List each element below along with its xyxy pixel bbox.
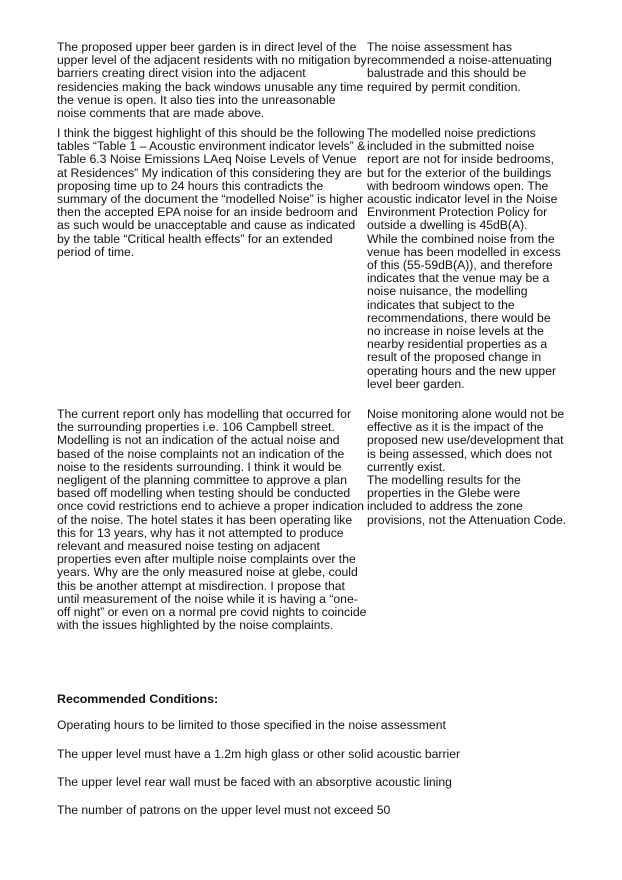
condition-item: The upper level rear wall must be faced with an absorptive acoustic lining bbox=[57, 775, 452, 789]
response-text-modelled-noise: The modelled noise predictions included in the submitted noise report are not for inside bedrooms, but for the exterior of the buildings with bedroom windows open. The acoustic indicator level in the Noise Environment Protection Policy for outside a dwelling is 45dB(A). While the combined noise from the venue has been modelled in excess of this (55-59dB(A)), and therefore indicates that the venue may be a noise nuisance, the modelling indicates that subject to the recommendations, there would be no increase in noise levels at the nearby residential properties as a result of the proposed change in operating hours and the new upper level beer garden. bbox=[367, 126, 561, 391]
conditions-heading: Recommended Conditions: bbox=[57, 692, 219, 706]
objection-text-modelling: The current report only has modelling that occurred for the surrounding properties i.e. 106 Campbell street. Modelling is not an indication of the actual noise and based of the noise complaints not an indication of the noise to the residents surrounding. I think it would be negligent of the planning committee to approve a plan based off modelling when testing should be conducted once covid restrictions end to achieve a proper indication of the noise. The hotel states it has been operating like this for 13 years, why has it not attempted to produce relevant and measured noise testing on adjacent properties even after multiple noise complaints over the years. Why are the only measured noise at glebe, could this be another attempt at misdirection. I propose that until measurement of the noise while it is having a “one-off night” or even on a normal pre covid nights to coincide with the issues highlighted by the noise complaints. bbox=[57, 407, 367, 633]
response-text-monitoring: Noise monitoring alone would not be effective as it is the impact of the proposed new use/development that is being assessed, which does not currently exist. The modelling results for the properties in the Glebe were included to address the zone provisions, not the Attenuation Code. bbox=[367, 407, 567, 527]
objection-text-noise-tables: I think the biggest highlight of this should be the following tables “Table 1 – Acoustic environment indicator levels” & Table 6.3 Noise Emissions LAeq Noise Levels of Venue at Residences” My indication of this considering they are proposing time up to 24 hours this contradicts the summary of the document the “modelled Noise” is higher then the accepted EPA noise for an inside bedroom and as such would be unacceptable and cause as indicated by the table “Critical health effects” for an extended period of time. bbox=[57, 126, 366, 259]
condition-item: Operating hours to be limited to those specified in the noise assessment bbox=[57, 718, 446, 732]
objection-text-beer-garden: The proposed upper beer garden is in direct level of the upper level of the adjacent residents with no mitigation by barriers creating direct vision into the adjacent residencies making the back windows unusable any time the venue is open. It also ties into the unreasonable noise comments that are made above. bbox=[57, 40, 367, 121]
condition-item: The upper level must have a 1.2m high glass or other solid acoustic barrier bbox=[57, 747, 461, 761]
response-text-balustrade: The noise assessment has recommended a noise-attenuating balustrade and this should be required by permit condition. bbox=[367, 40, 552, 94]
condition-item: The number of patrons on the upper level must not exceed 50 bbox=[57, 803, 391, 817]
